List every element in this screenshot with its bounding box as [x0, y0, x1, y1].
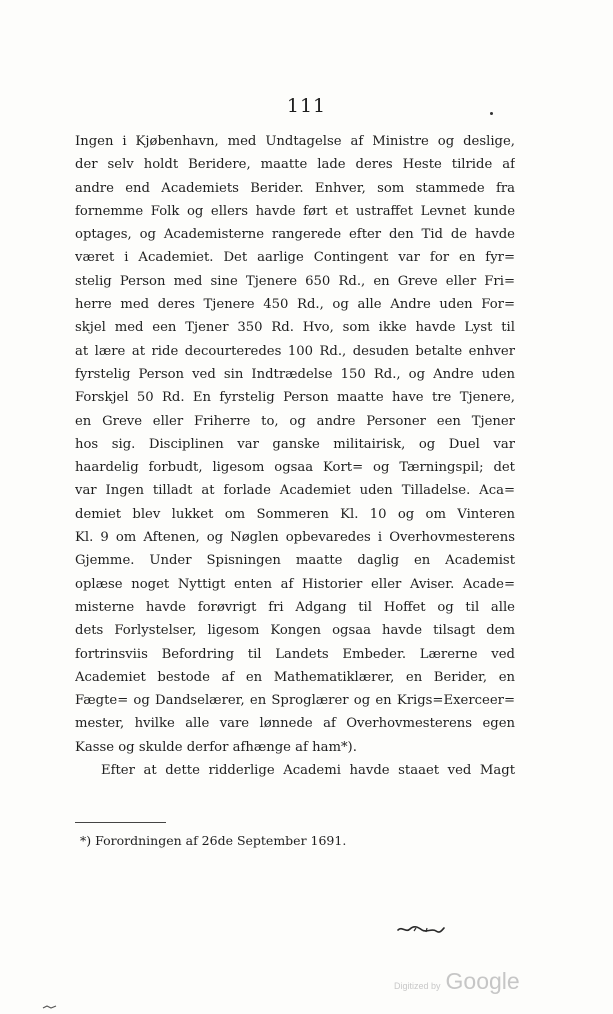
- text-line: fornemme Folk og ellers havde ført et ustraffet Levnet kunde: [75, 203, 515, 219]
- text-line: en Greve eller Friherre to, og andre Personer een Tjener: [75, 413, 515, 429]
- text-line: Forskjel 50 Rd. En fyrstelig Person maatte have tre Tjenere,: [75, 390, 515, 406]
- text-line: herre med deres Tjenere 450 Rd., og alle Andre uden For=: [75, 297, 515, 313]
- text-line: der selv holdt Beridere, maatte lade deres Heste tilride af: [75, 157, 515, 173]
- edge-mark-icon: [42, 1004, 58, 1010]
- text-line: mester, hvilke alle vare lønnede af Overhovmesterens egen: [75, 716, 515, 732]
- text-line: hos sig. Disciplinen var ganske militairisk, og Duel var: [75, 436, 515, 452]
- watermark-prefix: Digitized by: [394, 981, 441, 991]
- text-line: Gjemme. Under Spisningen maatte daglig en Academist: [75, 553, 515, 569]
- text-line: oplæse noget Nyttigt enten af Historier eller Aviser. Acade=: [75, 576, 515, 592]
- footnote: *) Forordningen af 26de September 1691.: [80, 833, 347, 848]
- text-line: været i Academiet. Det aarlige Contingent var for en fyr=: [75, 250, 515, 266]
- text-line: Kasse og skulde derfor afhænge af ham*).: [75, 739, 357, 755]
- text-line: demiet blev lukket om Sommeren Kl. 10 og om Vinteren: [75, 506, 515, 522]
- watermark: [394, 968, 520, 995]
- ink-scribble-icon: [396, 922, 446, 936]
- text-line: haardelig forbudt, ligesom ogsaa Kort= og Tærningspil; det: [75, 460, 515, 476]
- body-text: [75, 130, 515, 782]
- margin-dot: [490, 112, 493, 115]
- text-line: dets Forlystelser, ligesom Kongen ogsaa havde tilsagt dem: [75, 623, 515, 639]
- text-line: andre end Academiets Berider. Enhver, som stammede fra: [75, 180, 515, 196]
- text-line: Ingen i Kjøbenhavn, med Undtagelse af Ministre og deslige,: [75, 134, 515, 149]
- text-line: optages, og Academisterne rangerede efter den Tid de havde: [75, 227, 515, 243]
- footnote-rule: [75, 822, 166, 823]
- watermark-brand: Google: [445, 968, 520, 994]
- text-line: Efter at dette ridderlige Academi havde staaet ved Magt: [101, 763, 515, 779]
- text-line: misterne havde forøvrigt fri Adgang til Hoffet og til alle: [75, 599, 515, 615]
- text-line: Fægte= og Dandselærer, en Sproglærer og en Krigs=Exerceer=: [75, 693, 515, 709]
- text-line: fortrinsviis Befordring til Landets Embeder. Lærerne ved: [75, 646, 515, 662]
- text-line: at lære at ride decourteredes 100 Rd., desuden betalte enhver: [75, 343, 515, 359]
- text-line: stelig Person med sine Tjenere 650 Rd., en Greve eller Fri=: [75, 273, 515, 289]
- text-line: Academiet bestode af en Mathematiklærer, en Berider, en: [75, 669, 515, 685]
- text-line: var Ingen tilladt at forlade Academiet uden Tilladelse. Aca=: [75, 483, 515, 499]
- text-line: fyrstelig Person ved sin Indtrædelse 150 Rd., og Andre uden: [75, 366, 515, 382]
- text-line: Kl. 9 om Aftenen, og Nøglen opbevaredes i Overhovmesterens: [75, 530, 515, 546]
- page-number: 111: [286, 95, 327, 117]
- text-line: skjel med een Tjener 350 Rd. Hvo, som ikke havde Lyst til: [75, 320, 515, 336]
